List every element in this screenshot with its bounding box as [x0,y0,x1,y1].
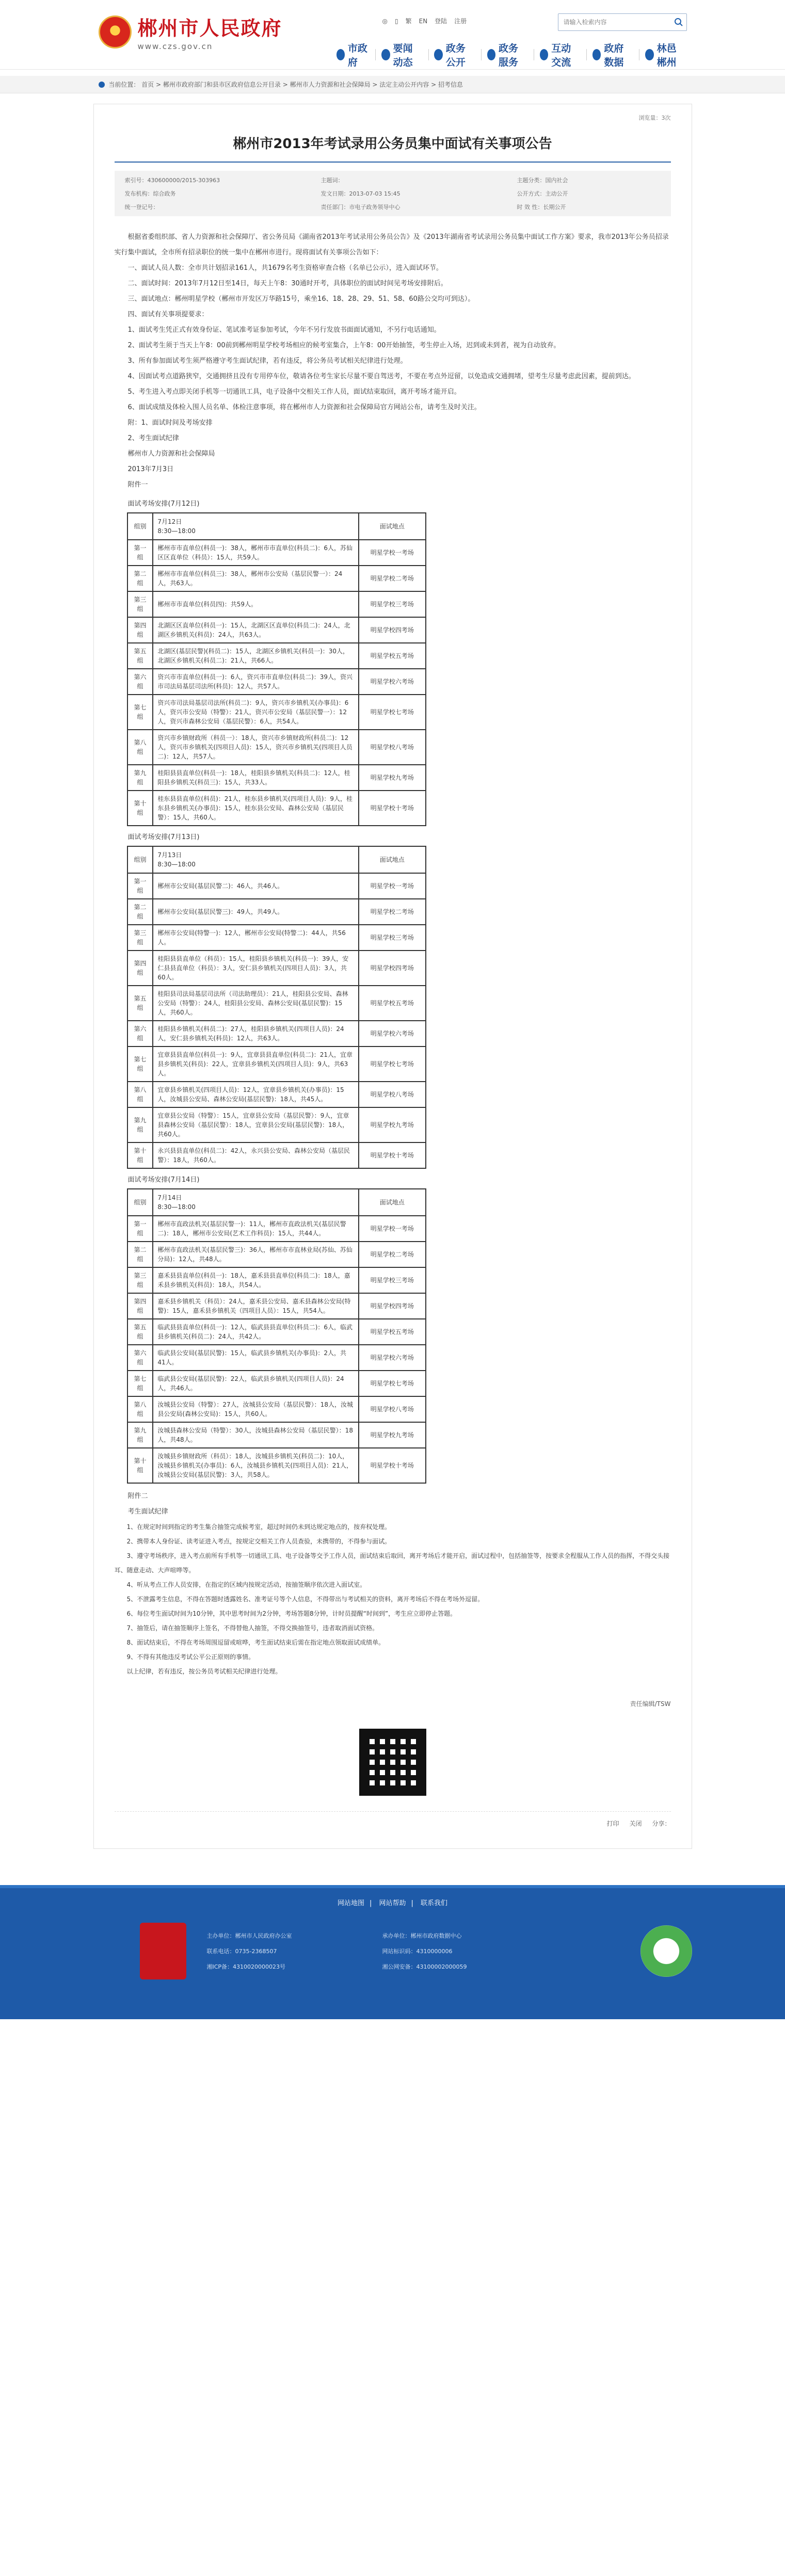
positions-cell: 汝城县公安局（特警）：27人，汝城县公安局（基层民警）：18人，汝城县公安局(森林公安局)：15人，共60人。 [153,1396,359,1422]
table-row [127,1216,426,1242]
header-date-time [153,1189,359,1216]
positions-cell: 郴州市直政法机关(基层民警三)：36人，郴州市市直林业局(苏仙、苏仙分局)：12人，共48人。 [153,1242,359,1267]
article [93,104,692,1849]
positions-cell: 郴州市公安局(特警一)：12人，郴州市公安局(特警二)：44人，共56人。 [153,925,359,951]
positions-cell: 嘉禾县乡镇机关（科员）：24人，嘉禾县公安局、嘉禾县森林公安局(特警)：15人，嘉禾县乡镇机关（四项目人员）：15人，共54人。 [153,1293,359,1319]
group-cell: 第一组 [127,1216,153,1242]
footer-info [93,1923,692,1979]
table-row [127,1267,426,1293]
location-cell: 明星学校二考场 [359,899,426,925]
points-list [115,261,671,415]
group-cell: 第十组 [127,1142,153,1168]
notice-point: 5、考生进入考点即关闭手机等一切通讯工具，电子设备中交相关工作人员，面试结束取回，离开考场才能开启。 [127,388,461,396]
breadcrumb-directory[interactable]: 郴州市政府部门和县市区政府信息公开目录 [163,81,281,88]
group-cell: 第五组 [127,643,153,669]
group-cell: 第六组 [127,1021,153,1046]
footer-help-link[interactable]: 网站帮助 [379,1899,406,1907]
table-row [127,1021,426,1046]
rules-list [115,1520,671,1679]
group-cell: 第九组 [127,1422,153,1448]
location-cell: 明星学校六考场 [359,669,426,695]
group-cell: 第四组 [127,617,153,643]
rule-item: 9、不得有其他违反考试公平公正原则的事情。 [126,1653,255,1661]
breadcrumb-home[interactable]: 首页 [141,81,154,88]
nav-interaction-icon [540,49,548,60]
login-link[interactable]: 登陆 [435,18,447,25]
location-cell: 明星学校十考场 [359,1448,426,1483]
site-logo[interactable] [99,12,282,51]
table-row [127,1046,426,1082]
header-group: 组别 [127,1189,153,1216]
schedule-table [127,1188,426,1484]
schedule-title: 面试考场安排(7月12日) [127,500,200,508]
attach-note-2: 2、考生面试纪律 [127,434,179,442]
traditional-chinese-link[interactable]: 繁 [405,18,412,25]
positions-cell: 嘉禾县县直单位(科员一)：18人，嘉禾县县直单位(科员二)：18人，嘉禾县乡镇机关(科员)：18人，共54人。 [153,1267,359,1293]
breadcrumb: 当前位置： 首页 > 郴州市政府部门和县市区政府信息公开目录 > 郴州市人力资源和社会保障局 > 法定主动公开内容 > 招考信息 [93,76,692,93]
table-row [127,1142,426,1168]
notice-point: 4、因面试考点道路狭窄，交通拥挤且没有专用停车位，敬请各位考生家长尽量不要自驾送考，不要在考点外逗留，以免造成交通拥堵，望考生尽量考虑此因素，提前到达。 [127,373,635,380]
positions-cell: 郴州市市直单位(科员四)：共59人。 [153,591,359,617]
header-location: 面试地点 [359,846,426,873]
header-time: 8:30—18:00 [157,527,196,535]
table-row [127,1396,426,1422]
location-cell: 明星学校六考场 [359,1345,426,1371]
footer-links: 网站地图 | 网站帮助 | 联系我们 [0,1888,785,1907]
table-row [127,643,426,669]
group-cell: 第二组 [127,566,153,591]
share-button[interactable]: 分享： [652,1820,671,1827]
group-cell: 第三组 [127,591,153,617]
rules-title: 考生面试纪律 [127,1508,168,1516]
meta-publisher: 发布机构：综合政务 [124,190,176,197]
group-cell: 第一组 [127,873,153,899]
positions-cell: 临武县公安局(基层民警)：22人，临武县乡镇机关(四项目人员)：24人，共46人。 [153,1371,359,1396]
schedule-title: 面试考场安排(7月13日) [127,833,200,841]
location-cell: 明星学校九考场 [359,765,426,791]
group-cell: 第四组 [127,1293,153,1319]
positions-cell: 资兴市市直单位(科员一)：6人，资兴市市直单位(科员二)：39人，资兴市司法局基层司法所(科员)：12人，共57人。 [153,669,359,695]
positions-cell: 北湖区(基层民警)(科员二)：15人，北湖区乡镇机关(科员一)：30人，北湖区乡镇机关(科员二)：21人，共66人。 [153,643,359,669]
table-row [127,591,426,617]
location-cell: 明星学校七考场 [359,695,426,730]
qr-code-icon [359,1729,426,1796]
breadcrumb-disclosure[interactable]: 法定主动公开内容 [379,81,429,88]
group-cell: 第六组 [127,669,153,695]
table-row [127,925,426,951]
positions-cell: 桂阳县司法局基层司法所（司法助理员）：21人，桂阳县公安局、森林公安局（特警）：24人，桂阳县公安局、森林公安局(基层民警)：15人，共60人。 [153,986,359,1021]
header-date-time [153,846,359,873]
group-cell: 第一组 [127,540,153,566]
table-row [127,791,426,826]
table-row [127,1293,426,1319]
group-cell: 第五组 [127,1319,153,1345]
location-cell: 明星学校三考场 [359,591,426,617]
table-row [127,1107,426,1142]
location-cell: 明星学校十考场 [359,791,426,826]
search-box [558,13,687,31]
positions-cell: 宜章县公安局（特警）：15人，宜章县公安局（基层民警）：9人，宜章县森林公安局（基层民警）：18人，宜章县公安局(基层民警)：18人，共60人。 [153,1107,359,1142]
table-row [127,540,426,566]
english-link[interactable]: EN [419,17,428,25]
table-row [127,1371,426,1396]
nav-interaction[interactable]: 互动交流 [534,45,586,64]
location-cell: 明星学校一考场 [359,873,426,899]
group-cell: 第四组 [127,951,153,986]
register-link[interactable]: 注册 [454,18,467,25]
table-row [127,1448,426,1483]
rule-item: 6、每位考生面试时间为10分钟，其中思考时间为2分钟，考场答题8分钟，计时员提醒“时间到”，考生应立即停止答题。 [126,1610,457,1617]
footer-site-code: 网站标识码：4310000006 [382,1948,453,1955]
rule-item: 7、抽签后，请在抽签顺序上签名，不得替他人抽签，不得交换抽签号，违者取消面试资格。 [126,1624,379,1632]
nav-disclosure-icon [434,49,442,60]
nav-data-icon [592,49,601,60]
positions-cell: 郴州市直政法机关(基层民警一)：11人，郴州市直政法机关(基层民警二)：18人，郴州市公安局(艺术工作科员)：15人，共44人。 [153,1216,359,1242]
accessibility-icon[interactable]: ◎ [382,17,388,25]
schedule-table [127,512,426,826]
breadcrumb-bar [0,76,785,93]
top-links [382,17,467,25]
location-cell: 明星学校八考场 [359,730,426,765]
meta-dept: 责任部门：市电子政务领导中心 [321,204,400,211]
header-date: 7月13日 [157,851,182,859]
table-row [127,951,426,986]
notice-point: 1、面试考生凭正式有效身份证、笔试准考证参加考试，今年不另行发放书面面试通知，不另行电话通知。 [127,326,441,334]
table-row [127,873,426,899]
home-icon [99,82,105,88]
positions-cell: 临武县县直单位(科员一)：12人，临武县县直单位(科员二)：6人，临武县乡镇机关(科员二)：24人，共42人。 [153,1319,359,1345]
group-cell: 第八组 [127,1082,153,1107]
group-cell: 第十组 [127,1448,153,1483]
rule-item: 1、在规定时间到指定的考生集合抽签完成候考室，超过时间仍未到达规定地点的，按弃权处理。 [126,1523,391,1531]
rule-item: 3、遵守考场秩序，进入考点前所有手机等一切通讯工具、电子设备等交予工作人员，面试结束后取回，离开考场后才能开启，面试过程中，包括抽签等，按要求全程服从工作人员的指挥，不得交头接耳、随意走动、大声喧哗等。 [114,1552,670,1574]
group-cell: 第三组 [127,1267,153,1293]
location-cell: 明星学校八考场 [359,1082,426,1107]
location-cell: 明星学校九考场 [359,1422,426,1448]
location-cell: 明星学校二考场 [359,1242,426,1267]
site-header [0,0,785,70]
notice-point: 三、面试地点：郴州明星学校（郴州市开发区万华路15号，乘坐16、18、28、29、51、58、60路公交均可到达）。 [127,295,475,303]
location-cell: 明星学校六考场 [359,1021,426,1046]
attach1-label: 附件一 [127,481,148,489]
location-cell: 明星学校五考场 [359,986,426,1021]
group-cell: 第八组 [127,1396,153,1422]
header-time: 8:30—18:00 [157,1203,196,1211]
positions-cell: 郴州市公安局(基层民警二)：46人，共46人。 [153,873,359,899]
header-date: 7月14日 [157,1194,182,1201]
table-header-row [127,1189,426,1216]
positions-cell: 临武县公安局(基层民警)：15人，临武县乡镇机关(办事员)：2人，共41人。 [153,1345,359,1371]
location-cell: 明星学校十考场 [359,1142,426,1168]
mobile-icon[interactable]: ▯ [394,17,398,25]
national-emblem-icon [99,15,132,49]
rule-item: 4、听从考点工作人员安排，在指定的区域内按规定活动，按抽签顺序依次进入面试室。 [126,1581,366,1588]
location-cell: 明星学校二考场 [359,566,426,591]
meta-method: 公开方式：主动公开 [517,190,568,197]
positions-cell: 桂阳县县直单位(科员一)：18人，桂阳县乡镇机关(科员二)：12人，桂阳县乡镇机关(科员三)：15人，共33人。 [153,765,359,791]
meta-keywords: 主题词： [321,177,344,184]
nav-government-icon [337,49,345,60]
schedule-title: 面试考场安排(7月14日) [127,1176,200,1184]
location-cell: 明星学校五考场 [359,1319,426,1345]
table-header-row [127,513,426,540]
table-row [127,986,426,1021]
table-row [127,669,426,695]
group-cell: 第七组 [127,1371,153,1396]
header-location: 面试地点 [359,1189,426,1216]
positions-cell: 汝城县森林公安局（特警）：30人，汝城县森林公安局（基层民警）：18人，共48人。 [153,1422,359,1448]
table-header-row [127,846,426,873]
notice-point: 二、面试时间：2013年7月12日至14日，每天上午8：30通时开考，具体职位的面试时间见考场安排附后。 [127,280,447,287]
group-cell: 第八组 [127,730,153,765]
group-cell: 第六组 [127,1345,153,1371]
location-cell: 明星学校一考场 [359,1216,426,1242]
location-cell: 明星学校三考场 [359,925,426,951]
location-cell: 明星学校八考场 [359,1396,426,1422]
positions-cell: 资兴市司法局基层司法所(科员二)：9人，资兴市乡镇机关(办事员)：6人，资兴市公安局（特警）：21人，资兴市公安局（基层民警一）：12人，资兴市森林公安局（基层民警）：6人，共54人。 [153,695,359,730]
notice-point: 3、所有参加面试考生须严格遵守考生面试纪律，若有违反，将公务员考试相关纪律进行处理。 [127,357,407,365]
table-row [127,899,426,925]
nav-government[interactable]: 市政府 [331,45,376,64]
table-row [127,1242,426,1267]
positions-cell: 资兴市乡镇财政所（科员一）：18人，资兴市乡镇财政所(科员二)：12人，资兴市乡镇机关(四项目人员)：15人，资兴市乡镇机关(四项目人员二)：12人，共57人。 [153,730,359,765]
positions-cell: 汝城县乡镇财政所（科员）：18人，汝城县乡镇机关(科员二)：10人，汝城县乡镇机关(办事员)：6人，汝城县乡镇机关(四项目人员)：21人，汝城县公安局(基层民警)：3人，共58人。 [153,1448,359,1483]
breadcrumb-hrss[interactable]: 郴州市人力资源和社会保障局 [290,81,371,88]
header-location: 面试地点 [359,513,426,540]
location-cell: 明星学校五考场 [359,643,426,669]
footer-organizer: 主办单位：郴州市人民政府办公室 [206,1933,292,1939]
issuer-name: 郴州市人力资源和社会保障局 [127,450,215,458]
rule-item: 8、面试结束后，不得在考场周围逗留或喧哗，考生面试结束后需在指定地点领取面试成绩单。 [126,1639,385,1646]
group-cell: 第七组 [127,1046,153,1082]
group-cell: 第五组 [127,986,153,1021]
article-meta [115,171,671,216]
breadcrumb-recruitment[interactable]: 招考信息 [438,81,463,88]
responsible-editor: 责任编辑/TSW [630,1700,671,1708]
nav-disclosure[interactable]: 政务公开 [428,45,480,64]
table-row [127,1082,426,1107]
table-row [127,1422,426,1448]
positions-cell: 永兴县县直单位(科员二)：42人，永兴县公安局、森林公安局（基层民警）：18人，共60人。 [153,1142,359,1168]
site-footer [0,1885,785,2019]
footer-sitemap-link[interactable]: 网站地图 [337,1899,364,1907]
meta-validity: 时 效 性：长期公开 [517,204,566,211]
error-finding-seal-icon[interactable] [640,1925,692,1977]
footer-undertaker: 承办单位：郴州市政府数据中心 [382,1933,462,1939]
schedule-tables [115,496,671,1484]
footer-phone: 联系电话：0735-2368507 [206,1948,277,1955]
positions-cell: 宜章县县直单位(科员一)：9人，宜章县县直单位(科员二)：21人，宜章县乡镇机关(科员)：22人，宜章县乡镇机关(四项目人员)：9人，共63人。 [153,1046,359,1082]
table-row [127,730,426,765]
meta-category: 主题分类：国内社会 [517,177,568,184]
nav-news-icon [381,49,390,60]
header-group: 组别 [127,513,153,540]
positions-cell: 郴州市市直单位(科员一)：38人，郴州市市直单位(科员二)：6人，苏仙区区直单位（科员）：15人，共59人。 [153,540,359,566]
footer-icp: 湘ICP备：4310020000023号 [206,1963,286,1970]
positions-cell: 北湖区区直单位(科员一)：15人，北湖区区直单位(科员二)：24人，北湖区乡镇机关(科员)：24人，共63人。 [153,617,359,643]
rule-item: 5、不泄露考生信息，不得在答题时透露姓名、准考证号等个人信息，不得带出与考试相关的资料，离开考场后不得在考场外逗留。 [126,1596,484,1603]
group-cell: 第九组 [127,765,153,791]
group-cell: 第二组 [127,899,153,925]
positions-cell: 桂阳县县直单位（科员）：15人，桂阳县乡镇机关(科员一)：39人，安仁县县直单位（科员）：3人，安仁县乡镇机关(四项目人员)：3人，共60人。 [153,951,359,986]
nav-linyi[interactable]: 林邑郴州 [639,45,692,64]
table-row [127,695,426,730]
notice-point: 四、面试有关事项提要求： [127,311,209,318]
attach-note-1: 附：1、面试时间及考场安排 [127,419,213,427]
notice-point: 6、面试成绩及体检入围人员名单、体检注意事项，将在郴州市人力资源和社会保障局官方网站公布，请考生及时关注。 [127,404,481,411]
table-row [127,566,426,591]
group-cell: 第九组 [127,1107,153,1142]
location-cell: 明星学校九考场 [359,1107,426,1142]
attach2-label: 附件二 [127,1492,148,1500]
group-cell: 第三组 [127,925,153,951]
party-gov-badge-icon[interactable] [140,1923,186,1979]
table-row [127,1319,426,1345]
positions-cell: 郴州市市直单位(科员三)：38人，郴州市公安局（基层民警一）：24人，共63人。 [153,566,359,591]
location-cell: 明星学校一考场 [359,540,426,566]
notice-point: 2、面试考生须于当天上午8：00前到郴州明星学校考场相应的候考室集合，上午8：00开始抽签，考生停止入场，迟到或未到者，视为自动放弃。 [127,342,560,349]
meta-date: 发文日期：2013-07-03 15:45 [321,190,400,197]
rule-item: 2、携带本人身份证、读考证进入考点，按规定交相关工作人员查验，未携带的，不得参与面试。 [126,1538,391,1545]
positions-cell: 宜章县乡镇机关(四项目人员)：12人，宜章县乡镇机关(办事员)：15人，汝城县公安局、森林公安局(基层民警)：18人，共45人。 [153,1082,359,1107]
notice-point: 一、面试人员人数：全市共计划招录161人，共1679名考生资格审查合格（名单已公示），进入面试环节。 [127,264,443,272]
header-time: 8:30—18:00 [157,861,196,868]
location-cell: 明星学校四考场 [359,1293,426,1319]
schedule-table [127,846,426,1169]
table-row [127,765,426,791]
article-tools [115,1811,671,1828]
nav-services-icon [487,49,495,60]
article-body [115,230,671,1679]
intro-paragraph: 根据省委组织部、省人力资源和社会保障厅、省公务员局《湖南省2013年考试录用公务员公告》及《2013年湖南省考试录用公务员集中面试工作方案》要求，我市2013年公务员招录实行集中面试，全市所有招录职位的统一集中在郴州市进行。现将面试有关事项公告如下： [114,233,669,256]
positions-cell: 桂东县县直单位(科员)：21人，桂东县乡镇机关(四项目人员)：9人，桂东县乡镇机关(办事员)：15人，桂东县公安局、森林公安局（基层民警）：15人，共60人。 [153,791,359,826]
issue-date: 2013年7月3日 [127,465,174,473]
footer-security: 湘公网安备：43100002000059 [382,1963,467,1970]
main-nav [331,43,692,68]
site-url: www.czs.gov.cn [137,42,213,51]
nav-data[interactable]: 政府数据 [587,45,639,64]
group-cell: 第七组 [127,695,153,730]
print-button[interactable]: 打印 [606,1820,619,1827]
location-cell: 明星学校七考场 [359,1371,426,1396]
table-row [127,1345,426,1371]
meta-regno: 统一登记号： [124,204,159,211]
search-input[interactable] [558,14,671,30]
nav-news[interactable]: 要闻动态 [376,45,428,64]
location-cell: 明星学校四考场 [359,617,426,643]
location-cell: 明星学校四考场 [359,951,426,986]
meta-index: 索引号：430600000/2015-303963 [124,177,220,184]
close-button[interactable]: 关闭 [629,1820,642,1827]
article-title: 郴州市2013年考试录用公务员集中面试有关事项公告 [233,136,552,152]
search-icon[interactable] [671,14,686,30]
site-title: 郴州市人民政府 [137,17,282,40]
view-count: 浏览量：3次 [638,115,671,121]
group-cell: 第二组 [127,1242,153,1267]
header-date-time [153,513,359,540]
location-cell: 明星学校七考场 [359,1046,426,1082]
table-row [127,617,426,643]
footer-contact-link[interactable]: 联系我们 [421,1899,448,1907]
positions-cell: 郴州市公安局(基层民警三)：49人，共49人。 [153,899,359,925]
rule-item: 以上纪律，若有违反，按公务员考试相关纪律进行处理。 [126,1668,282,1675]
nav-linyi-icon [645,49,653,60]
positions-cell: 桂阳县乡镇机关(科员二)：27人，桂阳县乡镇机关(四项目人员)：24人，安仁县乡镇机关(科员)：12人，共63人。 [153,1021,359,1046]
location-cell: 明星学校三考场 [359,1267,426,1293]
header-group: 组别 [127,846,153,873]
group-cell: 第十组 [127,791,153,826]
header-date: 7月12日 [157,518,182,525]
nav-services[interactable]: 政务服务 [482,45,534,64]
